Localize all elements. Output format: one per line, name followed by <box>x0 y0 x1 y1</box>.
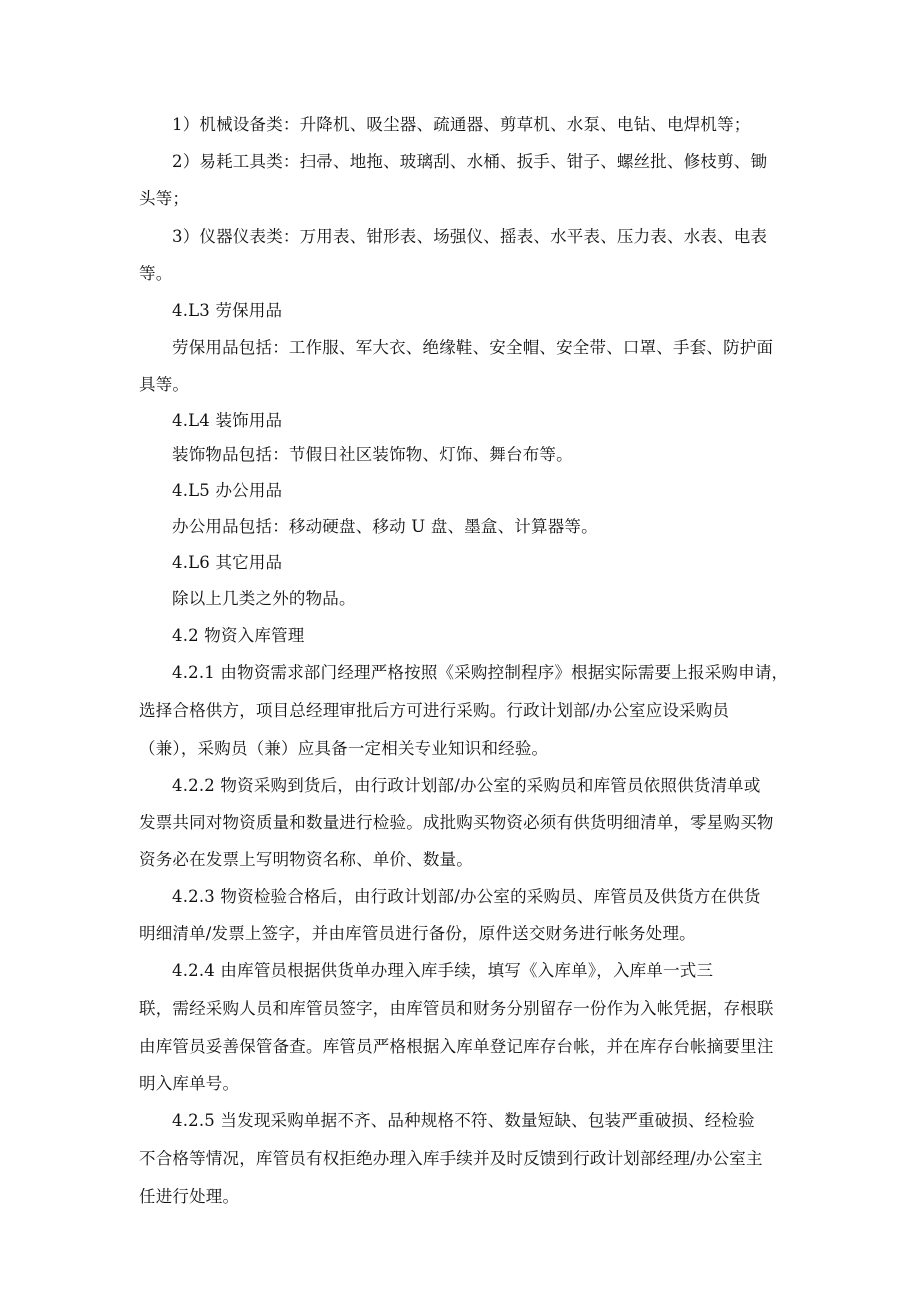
paragraph-4-2-1-cont-2: （兼），采购员（兼）应具备一定相关专业知识和经验。 <box>139 739 549 758</box>
paragraph-4-2-5-cont-2: 任进行处理。 <box>139 1187 240 1206</box>
paragraph-labor-protection-cont: 具等。 <box>139 375 190 394</box>
section-heading-other-items: 4.L6 其它用品 <box>172 553 283 572</box>
paragraph-decorations: 装饰物品包括：节假日社区装饰物、灯饰、舞台布等。 <box>172 445 573 464</box>
paragraph-4-2-5-cont-1: 不合格等情况，库管员有权拒绝办理入库手续并及时反馈到行政计划部经理/办公室主 <box>139 1149 763 1168</box>
paragraph-4-2-3: 4.2.3 物资检验合格后，由行政计划部/办公室的采购员、库管员及供货方在供货 <box>172 887 761 906</box>
paragraph-4-2-3-cont-1: 明细清单/发票上签字，并由库管员进行备份，原件送交财务进行帐务处理。 <box>139 924 696 943</box>
list-item-consumable-tools-cont: 头等； <box>139 189 190 208</box>
paragraph-labor-protection: 劳保用品包括：工作服、军大衣、绝缘鞋、安全帽、安全带、口罩、手套、防护面 <box>172 338 774 357</box>
paragraph-4-2-4-cont-1: 联，需经采购人员和库管员签字，由库管员和财务分别留存一份作为入帐凭据，存根联 <box>139 999 774 1018</box>
paragraph-4-2-4-cont-3: 明入库单号。 <box>139 1074 240 1093</box>
section-heading-labor-protection: 4.L3 劳保用品 <box>172 301 283 320</box>
paragraph-4-2-1: 4.2.1 由物资需求部门经理严格按照《采购控制程序》根据实际需要上报采购申请， <box>172 663 789 682</box>
section-heading-decorations: 4.L4 装饰用品 <box>172 411 283 430</box>
section-heading-office-supplies: 4.L5 办公用品 <box>172 481 283 500</box>
list-item-instruments: 3）仪器仪表类：万用表、钳形表、场强仪、摇表、水平表、压力表、水表、电表 <box>172 227 768 246</box>
list-item-instruments-cont: 等。 <box>139 264 173 283</box>
list-item-mechanical-equipment: 1）机械设备类：升降机、吸尘器、疏通器、剪草机、水泵、电钻、电焊机等； <box>172 115 751 134</box>
paragraph-office-supplies: 办公用品包括：移动硬盘、移动 U 盘、墨盒、计算器等。 <box>172 517 598 536</box>
paragraph-4-2-1-cont-1: 选择合格供方，项目总经理审批后方可进行采购。行政计划部/办公室应设采购员 <box>139 701 730 720</box>
paragraph-4-2-2-cont-1: 发票共同对物资质量和数量进行检验。成批购买物资必须有供货明细清单，零星购买物 <box>139 813 774 832</box>
paragraph-4-2-4-cont-2: 由库管员妥善保管备查。库管员严格根据入库单登记库存台帐，并在库存台帐摘要里注 <box>139 1037 774 1056</box>
section-heading-warehousing: 4.2 物资入库管理 <box>172 626 305 645</box>
paragraph-4-2-2-cont-2: 资务必在发票上写明物资名称、单价、数量。 <box>139 850 473 869</box>
paragraph-4-2-2: 4.2.2 物资采购到货后，由行政计划部/办公室的采购员和库管员依照供货清单或 <box>172 776 761 795</box>
paragraph-other-items: 除以上几类之外的物品。 <box>172 589 356 608</box>
paragraph-4-2-5: 4.2.5 当发现采购单据不齐、品种规格不符、数量短缺、包装严重破损、经检验 <box>172 1111 755 1130</box>
paragraph-4-2-4: 4.2.4 由库管员根据供货单办理入库手续，填写《入库单》，入库单一式三 <box>172 961 714 980</box>
list-item-consumable-tools: 2）易耗工具类：扫帚、地拖、玻璃刮、水桶、扳手、钳子、螺丝批、修枝剪、锄 <box>172 152 768 171</box>
